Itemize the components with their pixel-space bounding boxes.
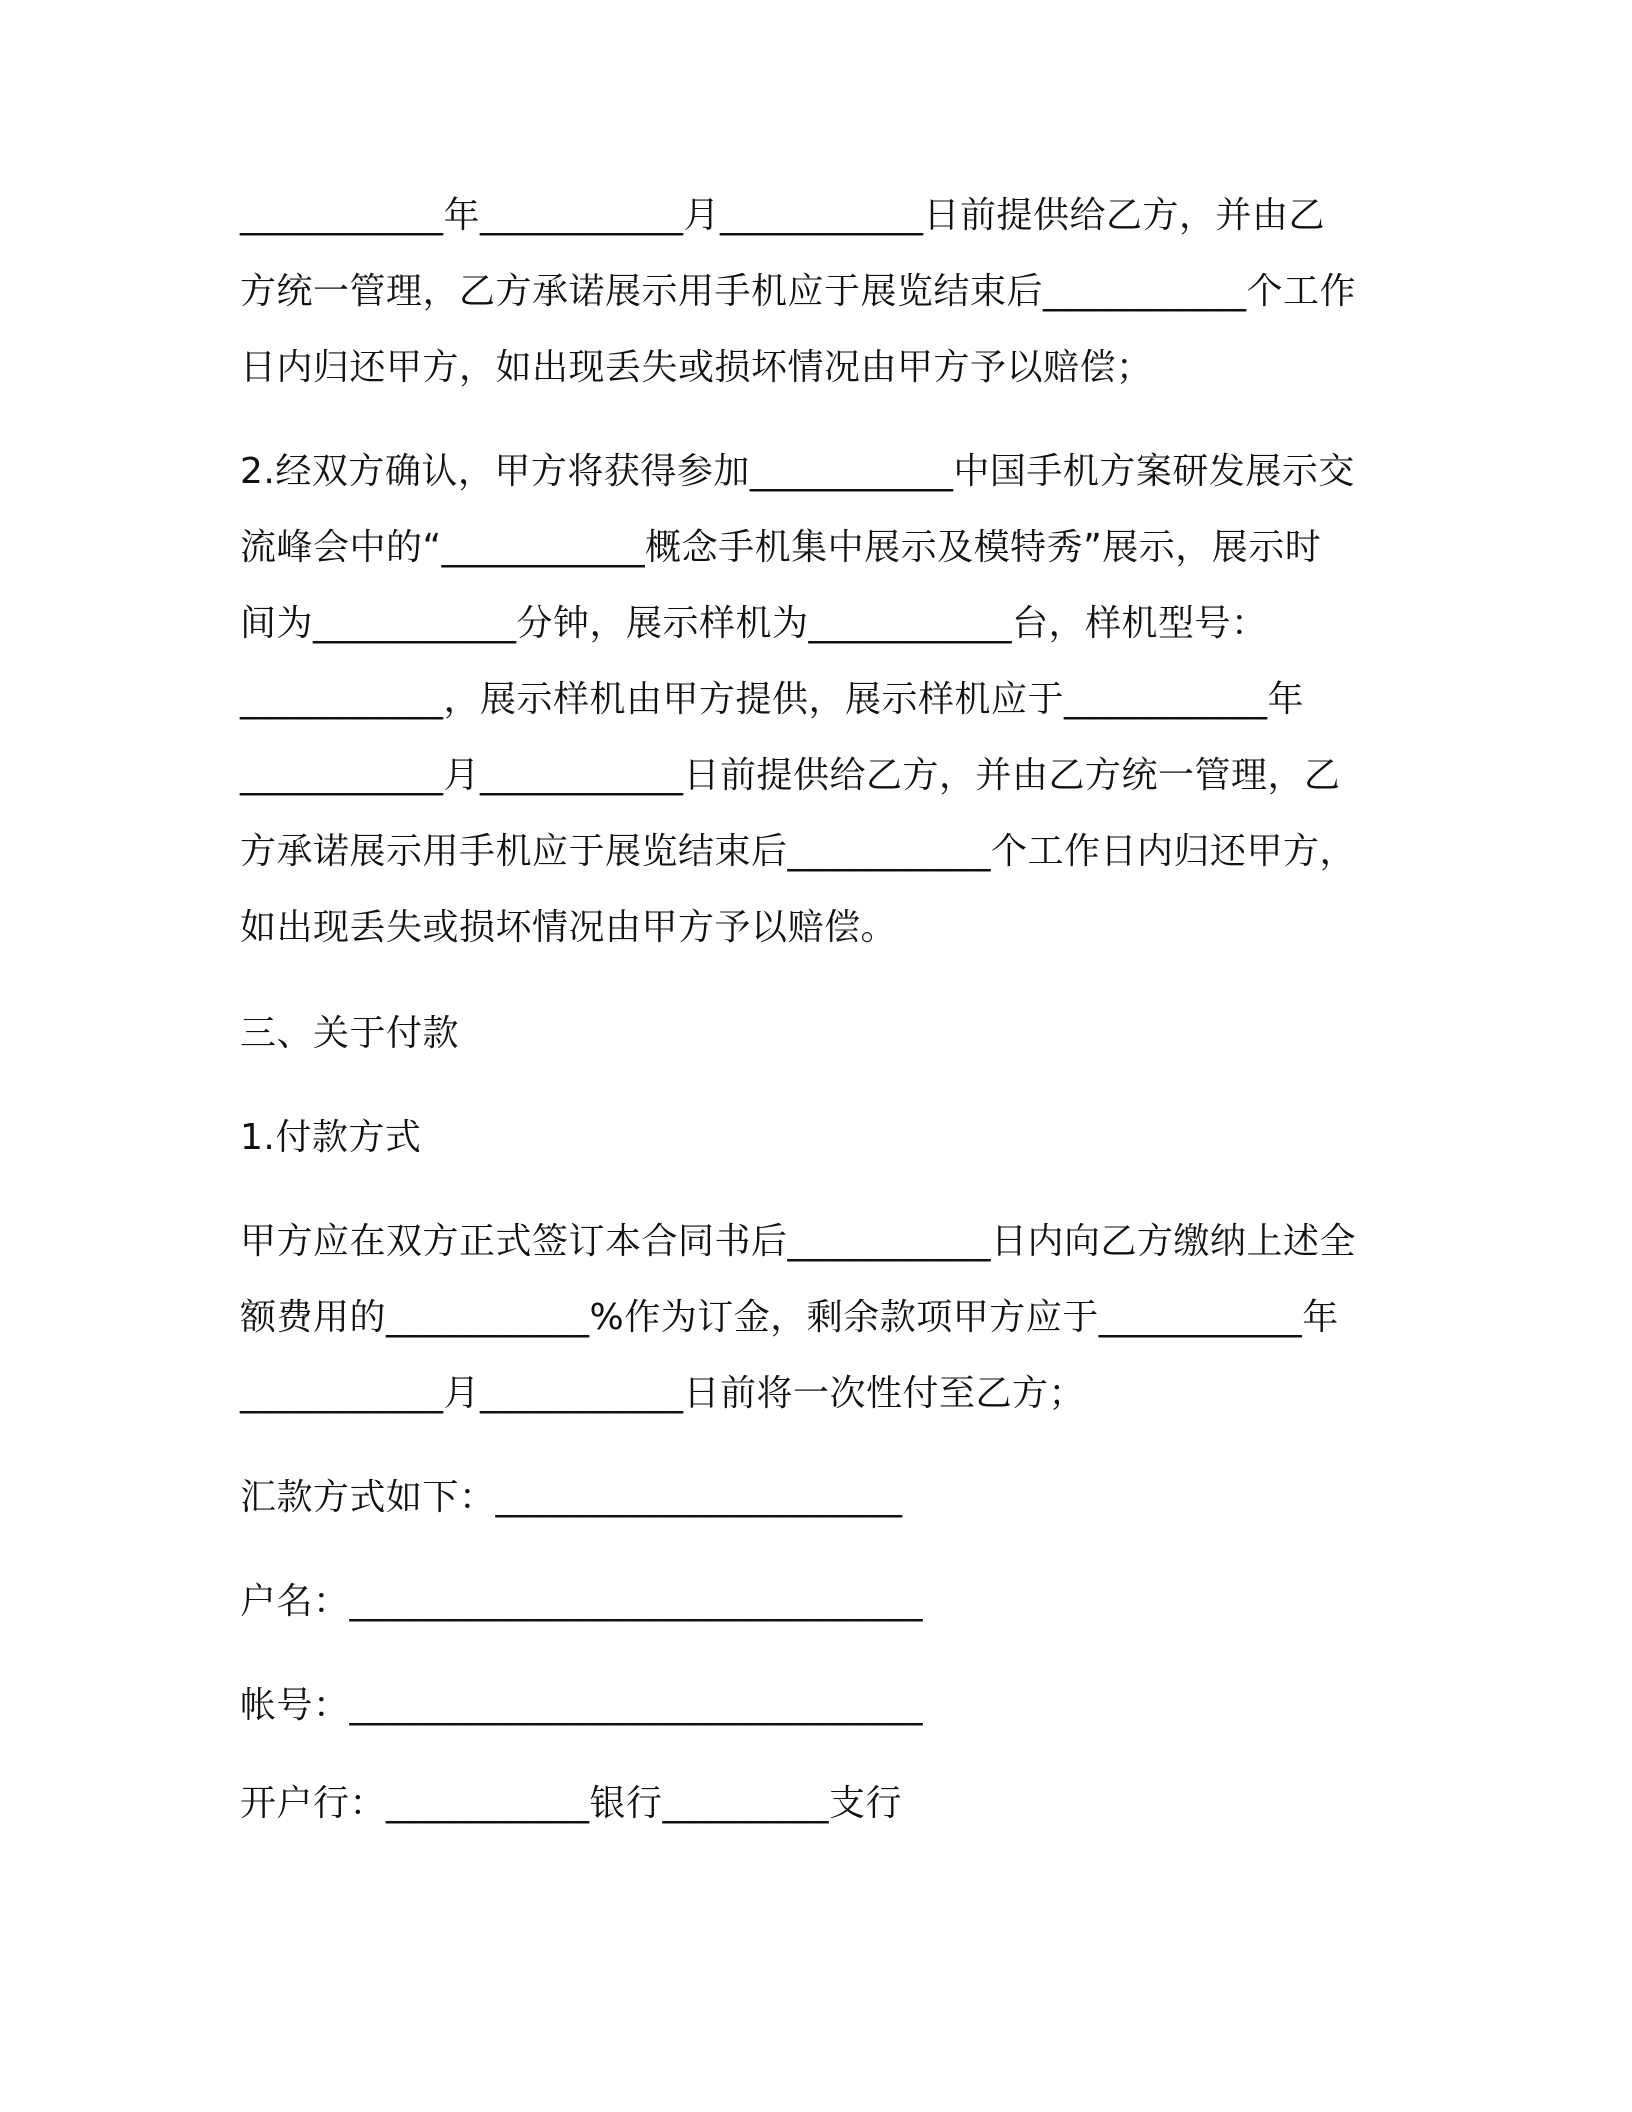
- paragraph-line: 间为___________分钟，展示样机为___________台，样机型号：: [240, 603, 1268, 644]
- bank-branch-line: 开户行：___________银行_________支行: [240, 1783, 903, 1824]
- paragraph-line: 甲方应在双方正式签订本合同书后___________日内向乙方缴纳上述全: [240, 1221, 1357, 1262]
- account-name-line: 户名：_______________________________: [240, 1581, 924, 1622]
- section-heading: 三、关于付款: [240, 1013, 460, 1054]
- paragraph-line: 如出现丢失或损坏情况由甲方予以赔偿。: [240, 907, 898, 948]
- paragraph-line: 日内归还甲方，如出现丢失或损坏情况由甲方予以赔偿；: [240, 347, 1153, 388]
- paragraph-line: ___________月___________日前提供给乙方，并由乙方统一管理，乙: [240, 755, 1341, 796]
- account-number-line: 帐号：_______________________________: [240, 1685, 924, 1726]
- paragraph-line: 流峰会中的“___________概念手机集中展示及模特秀”展示，展示时: [240, 527, 1322, 568]
- paragraph-line: ___________，展示样机由甲方提供，展示样机应于___________年: [240, 679, 1305, 720]
- subsection-heading: 1.付款方式: [240, 1117, 422, 1158]
- paragraph-line: 额费用的___________%作为订金，剩余款项甲方应于___________年: [240, 1297, 1339, 1338]
- paragraph-line: 方承诺展示用手机应于展览结束后___________个工作日内归还甲方，: [240, 831, 1357, 872]
- paragraph-line: 2.经双方确认，甲方将获得参加___________中国手机方案研发展示交: [240, 451, 1355, 492]
- paragraph-line: ___________月___________日前将一次性付至乙方；: [240, 1373, 1086, 1414]
- paragraph-line: 方统一管理，乙方承诺展示用手机应于展览结束后___________个工作: [240, 271, 1357, 312]
- remittance-method-line: 汇款方式如下：______________________: [240, 1477, 903, 1518]
- paragraph-line: ___________年___________月___________日前提供给乙方，并由乙: [240, 195, 1326, 236]
